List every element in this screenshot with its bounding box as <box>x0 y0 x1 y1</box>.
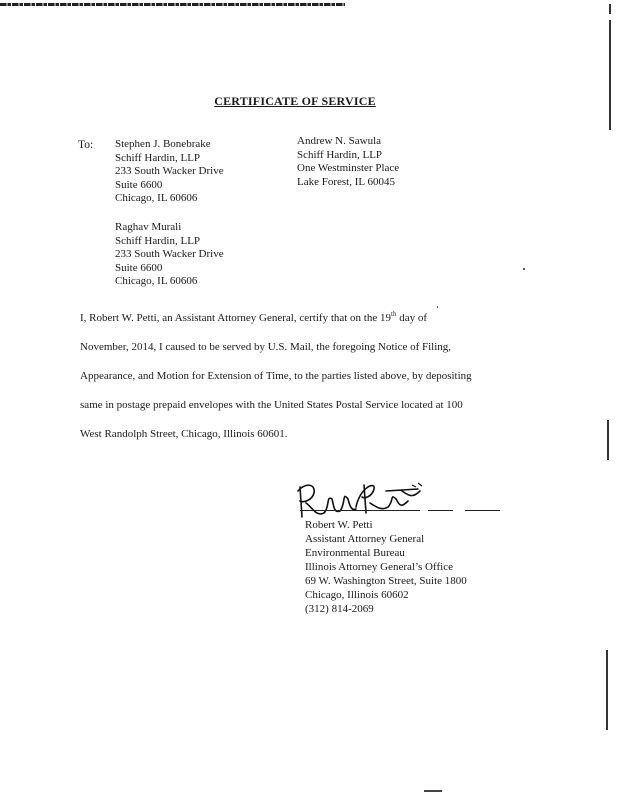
to-label: To: <box>78 139 94 151</box>
paragraph-line-4: same in postage prepaid envelopes with the United States Postal Service located at 100 <box>80 399 463 411</box>
recipient-name: Stephen J. Bonebrake <box>115 138 211 150</box>
scan-artifact-bottom <box>424 790 442 792</box>
paragraph-line-2: November, 2014, I caused to be served by U.S. Mail, the foregoing Notice of Filing, <box>80 341 452 353</box>
recipient-street: 233 South Wacker Drive <box>115 165 224 177</box>
recipient-firm: Schiff Hardin, LLP <box>115 234 201 247</box>
scan-speck <box>523 268 525 270</box>
signer-phone: (312) 814-2069 <box>305 603 374 615</box>
recipient-address-2 <box>297 135 399 189</box>
scan-artifact-top <box>0 0 345 8</box>
signer-office: Illinois Attorney General’s Office <box>305 561 453 573</box>
scan-artifact-right-edge <box>603 0 617 800</box>
recipient-suite: Suite 6600 <box>115 178 163 191</box>
signature-line <box>428 510 453 511</box>
signer-title: Assistant Attorney General <box>305 533 425 545</box>
recipient-city: Chicago, IL 60606 <box>115 192 198 204</box>
paragraph-line-3: Appearance, and Motion for Extension of Time, to the parties listed above, by depositing <box>80 370 472 382</box>
recipient-street: One Westminster Place <box>297 162 400 174</box>
recipient-name: Raghav Murali <box>115 221 182 233</box>
signer-bureau: Environmental Bureau <box>305 547 405 559</box>
paragraph-text: day of <box>396 312 427 324</box>
certification-paragraph <box>80 304 530 449</box>
signature-block <box>305 518 467 616</box>
signer-street: 69 W. Washington Street, Suite 1800 <box>305 575 467 587</box>
recipient-firm: Schiff Hardin, LLP <box>115 151 201 164</box>
paragraph-line-1 <box>80 304 530 333</box>
recipient-suite: Suite 6600 <box>115 261 163 274</box>
recipient-name: Andrew N. Sawula <box>297 135 382 147</box>
paragraph-line-5: West Randolph Street, Chicago, Illinois 60601. <box>80 428 288 440</box>
recipient-city: Chicago, IL 60606 <box>115 275 198 287</box>
recipient-street: 233 South Wacker Drive <box>115 248 224 260</box>
document-title: CERTIFICATE OF SERVICE <box>214 94 376 108</box>
recipient-address-3 <box>115 221 224 289</box>
paragraph-text: I, Robert W. Petti, an Assistant Attorney General, certify that on the 19 <box>80 312 391 324</box>
ordinal-suffix: th <box>391 310 397 318</box>
signer-name: Robert W. Petti <box>305 519 373 531</box>
recipient-firm: Schiff Hardin, LLP <box>297 148 383 161</box>
signer-city: Chicago, Illinois 60602 <box>305 589 409 601</box>
recipient-city: Lake Forest, IL 60045 <box>297 175 395 188</box>
recipient-address-1 <box>115 138 224 206</box>
signature-line <box>300 510 420 511</box>
signature-line <box>465 510 500 511</box>
